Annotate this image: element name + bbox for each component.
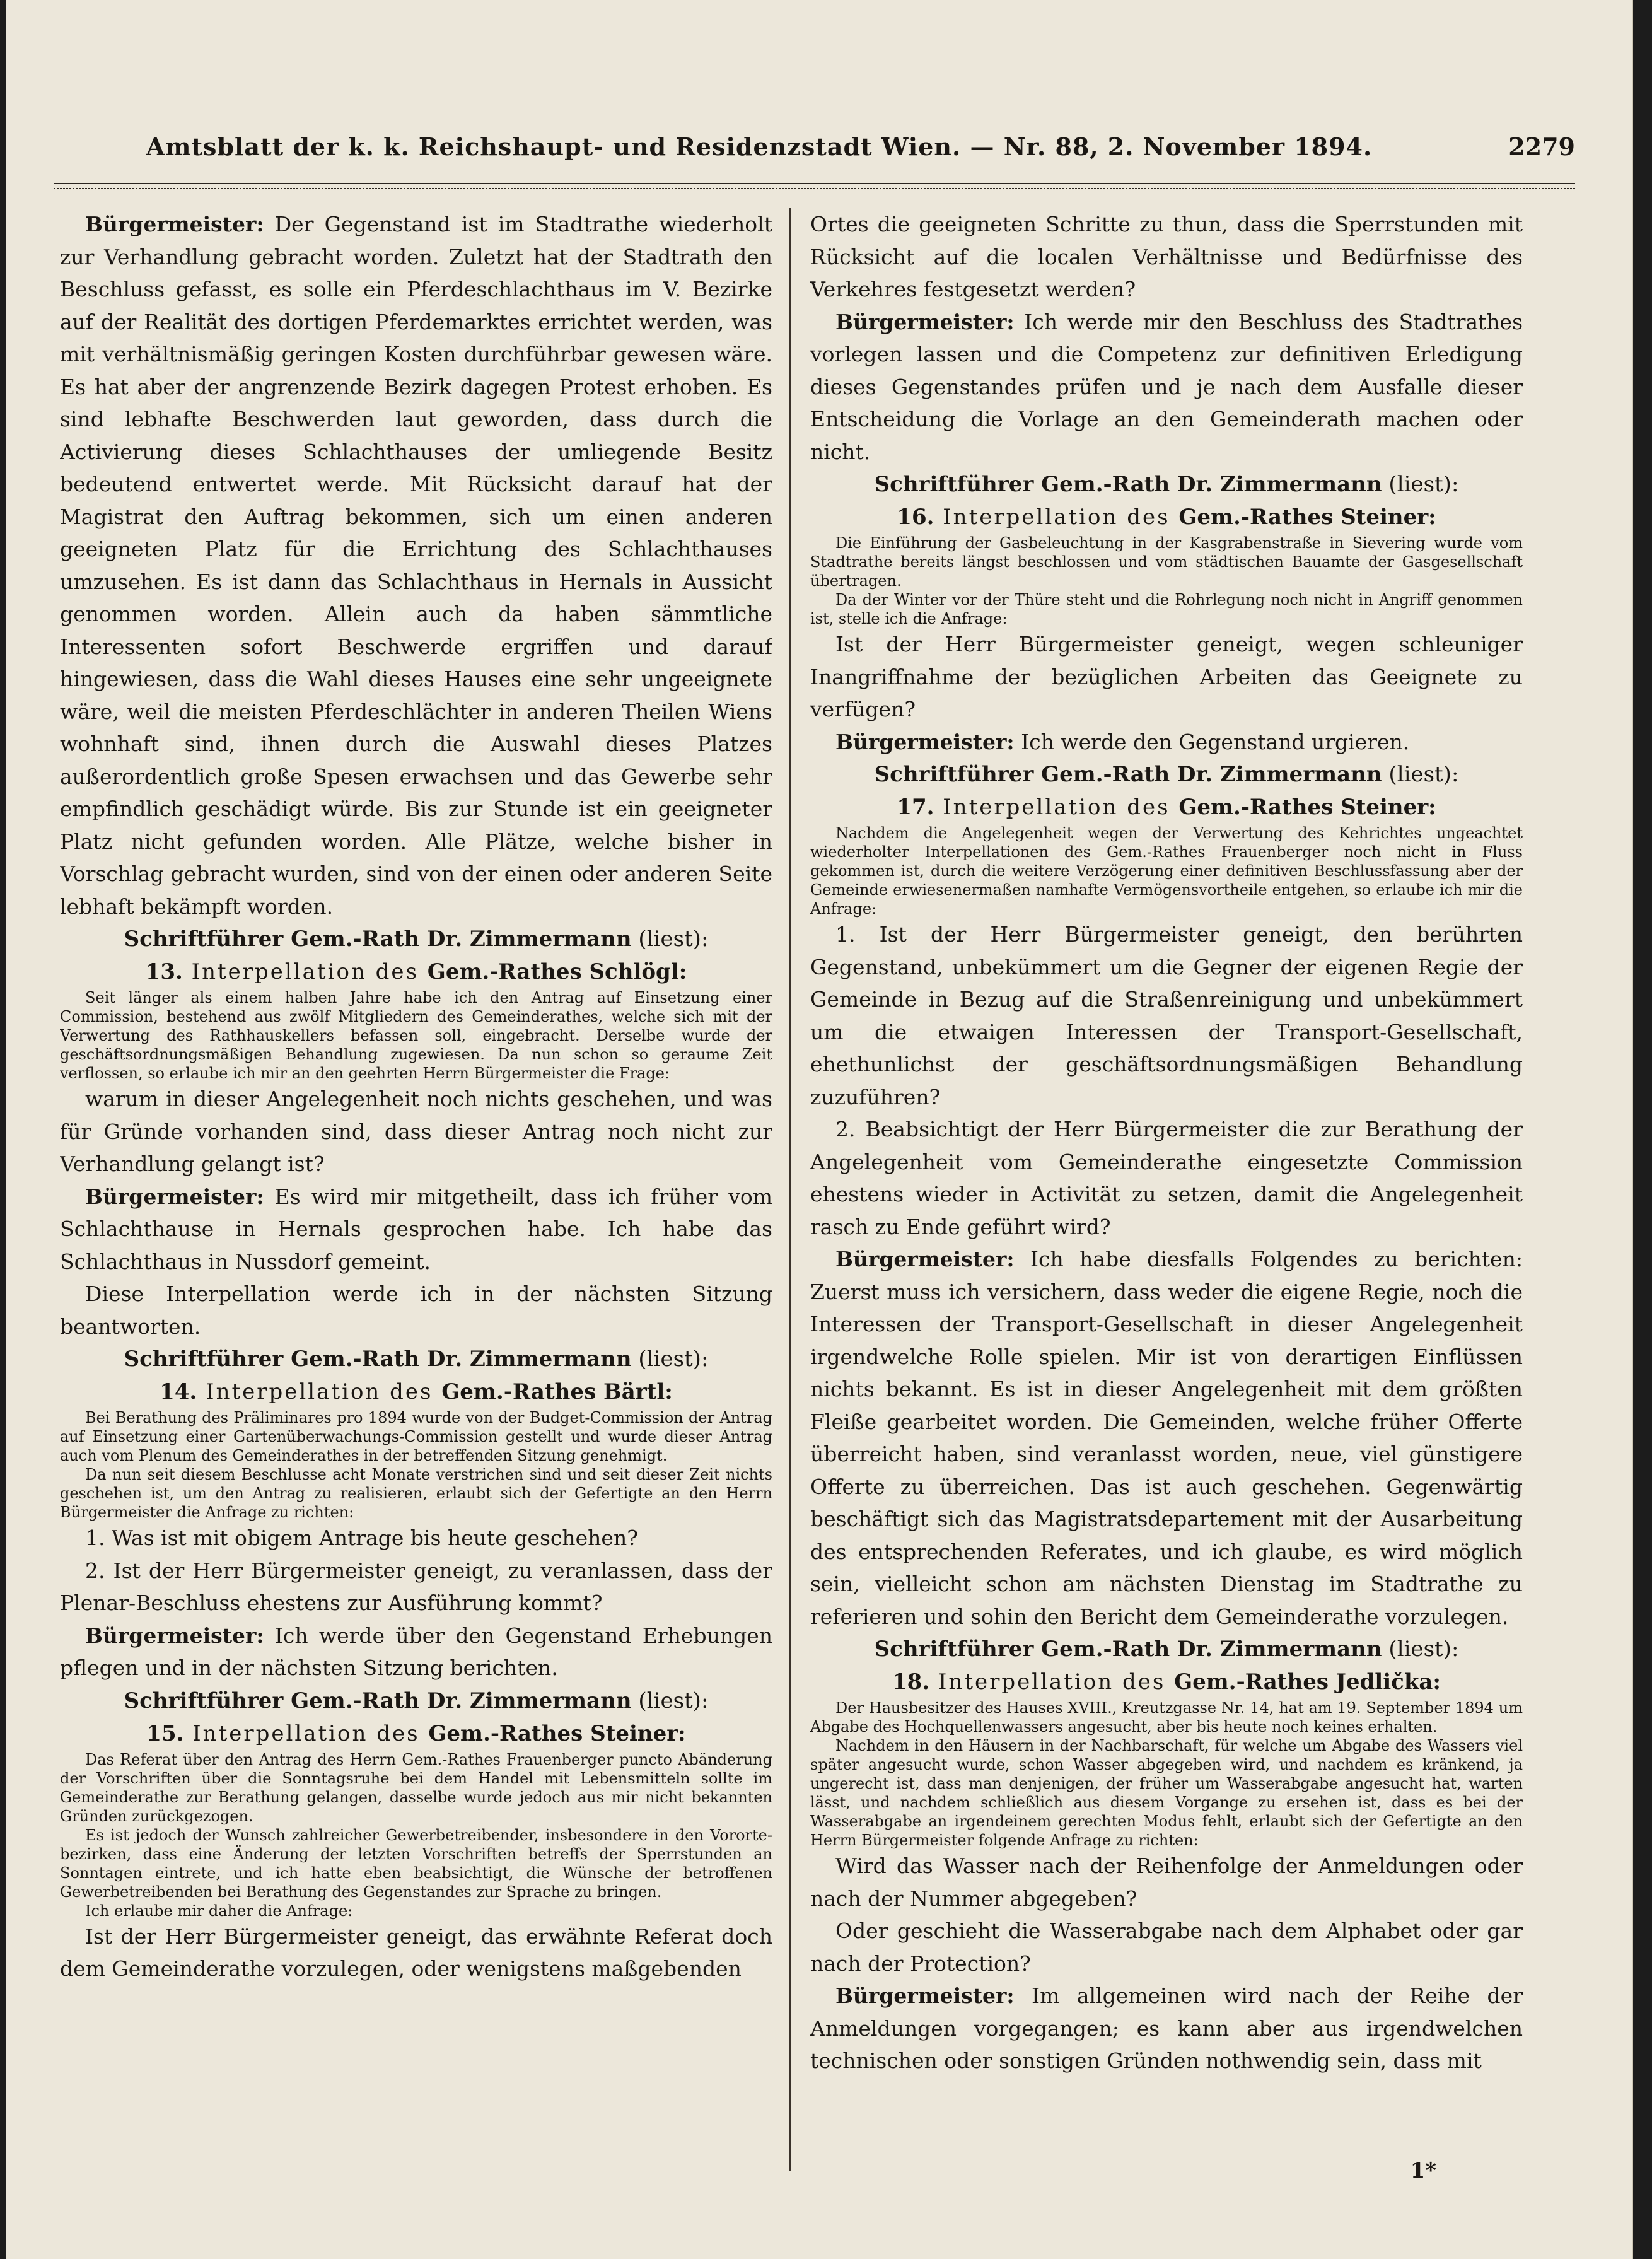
header-rule [54, 183, 1575, 189]
interpellation-text: Es ist jedoch der Wunsch zahlreicher Gewerbetreibender, insbesondere in den Vorortebezirken, dass eine Änderung der letzten Vorschriften betreffs der Sperrstunden an Sonntagen eintrete, und ich hatte eben beabsichtigt, die Wünsche der betroffenen Gewerbetreibenden bei Berathung des Gegenstandes zur Sprache zu bringen. [60, 1826, 772, 1901]
interpellation-name: Gem.-Rathes Jedlička: [1174, 1669, 1441, 1695]
interpellation-text: Seit länger als einem halben Jahre habe ich den Antrag auf Einsetzung einer Commission, bestehend aus zwölf Mitgliedern des Gemeinderathes, welche sich mit der Verwertung des Rathhauskellers befassen soll, eingebracht. Derselbe wurde der geschäftsordnungsmäßigen Behandlung zugewiesen. Da nun schon so geraume Zeit verflossen, so erlaube ich mir an den geehrten Herrn Bürgermeister die Frage: [60, 989, 772, 1082]
header-title: Amtsblatt der k. k. Reichshaupt- und Residenzstadt Wien. — Nr. 88, 2. November 1894. [146, 132, 1373, 161]
body-paragraph: 1. Was ist mit obigem Antrage bis heute geschehen? [85, 1526, 638, 1550]
speech-text: Ich werde über den Gegenstand Erhebungen pflegen und in der nächsten Sitzung berichten. [60, 1623, 772, 1680]
speaker-label: Bürgermeister: [85, 212, 264, 236]
body-paragraph: 2. Beabsichtigt der Herr Bürgermeister die zur Berathung der Angelegenheit vom Gemeinderathe eingesetzte Commission ehestens wieder in Activität zu setzen, damit die Angelegenheit rasch zu Ende geführt wird? [810, 1117, 1523, 1239]
speech-text: Es wird mir mitgetheilt, dass ich früher vom Schlachthause in Hernals gesprochen habe. Ich habe das Schlachthaus in Nussdorf gemeint. [60, 1184, 772, 1274]
speech-text: Der Gegenstand ist im Stadtrathe wiederholt zur Verhandlung gebracht worden. Zuletzt hat der Stadtrath den Beschluss gefasst, es solle ein Pferdeschlachthaus im V. Bezirke auf der Realität des dortigen Pferdemarktes errichtet werden, was mit verhältnismäßig geringen Kosten durchführbar gewesen wäre. Es hat aber der angrenzende Bezirk dagegen Protest erhoben. Es sind lebhafte Beschwerden laut geworden, dass durch die Activierung dieses Schlachthauses der umliegende Besitz bedeutend entwertet werde. Mit Rücksicht darauf hat der Magistrat den Auftrag bekommen, sich um einen anderen geeigneten Platz für die Errichtung des Schlachthauses umzusehen. Es ist dann das Schlachthaus in Hernals in Aussicht genommen worden. Allein auch da haben sämmtliche Interessenten sofort Beschwerde ergriffen und darauf hingewiesen, dass die Wahl dieses Hauses eine sehr ungeeignete wäre, weil die meisten Pferdeschlächter in anderen Theilen Wiens wohnhaft sind, ihnen durch die Auswahl dieses Platzes außerordentlich große Spesen erwachsen und das Gewerbe sehr empfindlich geschädigt würde. Bis zur Stunde ist ein geeigneter Platz nicht gefunden worden. Alle Plätze, welche bisher in Vorschlag gebracht wurden, sind von der einen oder anderen Seite lebhaft bekämpft worden. [60, 212, 772, 919]
signature-mark: 1* [1410, 2158, 1436, 2183]
interpellation-number: 15. [146, 1720, 184, 1746]
reader-note: (liest): [1382, 1637, 1459, 1662]
reader-line [810, 468, 1523, 501]
interpellation-text: Nachdem in den Häusern in der Nachbarschaft, für welche um Abgabe des Wassers viel später angesucht wurde, schon Wasser abgegeben wird, und nachdem es kränkend, ja ungerecht ist, dass man denjenigen, der früher um Wasserabgabe angesucht hat, warten lässt, und nachdem schließlich aus diesem Vorgange zu ersehen ist, dass es bei der Wasserabgabe an irgendeinem gerechten Modus fehlt, erlaubt sich der Gefertigte an den Herrn Bürgermeister folgende Anfrage zu richten: [810, 1737, 1523, 1849]
speech-paragraph [810, 1243, 1523, 1633]
interpellation-name: Gem.-Rathes Bärtl: [441, 1379, 673, 1404]
interpellation-name: Gem.-Rathes Steiner: [428, 1720, 686, 1746]
speech-paragraph [60, 1620, 772, 1684]
speech-paragraph [60, 208, 772, 923]
left-column [60, 208, 772, 2190]
interpellation-text: Bei Berathung des Präliminares pro 1894 wurde von der Budget-Commission der Antrag auf Einsetzung einer Gartenüberwachungs-Commission gestellt und wurde dieser Antrag auch vom Plenum des Gemeinderathes in der betreffenden Sitzung genehmigt. [60, 1409, 772, 1464]
reader-note: (liest): [1382, 472, 1459, 497]
reader-name: Schriftführer Gem.-Rath Dr. Zimmermann [874, 762, 1382, 787]
body-paragraph: Diese Interpellation werde ich in der nächsten Sitzung beantworten. [60, 1281, 772, 1339]
interpellation-text: Da der Winter vor der Thüre steht und die Rohrlegung noch nicht in Angriff genommen ist, stelle ich die Anfrage: [810, 591, 1523, 628]
page-number: 2279 [1508, 132, 1575, 161]
interpellation-word: Interpellation des [191, 959, 428, 984]
reader-line [810, 1633, 1523, 1666]
speech-paragraph [810, 306, 1523, 469]
interpellation-name: Gem.-Rathes Steiner: [1178, 505, 1436, 530]
body-paragraph: 1. Ist der Herr Bürgermeister geneigt, den berührten Gegenstand, unbekümmert um die Gegner der eigenen Regie der Gemeinde in Bezug auf die Straßenreinigung und unbekümmert um die etwaigen Interessen der Transport-Gesellschaft, ehethunlichst der geschäftsordnungsmäßigen Behandlung zuzuführen? [810, 922, 1523, 1109]
speech-text: Im allgemeinen wird nach der Reihe der Anmeldungen vorgegangen; es kann aber aus irgendwelchen technischen oder sonstigen Gründen nothwendig sein, dass mit [810, 1983, 1523, 2073]
speech-text: Ich habe diesfalls Folgendes zu berichten: Zuerst muss ich versichern, dass weder die eigene Regie, noch die Interessen der Transport-Gesellschaft in dieser Angelegenheit irgendwelche Rolle spielen. Mir ist von derartigen Einflüssen nichts bekannt. Es ist in dieser Angelegenheit mit dem größten Fleiße gearbeitet worden. Die Gemeinden, welche früher Offerte überreicht haben, sind veranlasst worden, neue, viel günstigere Offerte zu überreichen. Das ist auch geschehen. Gegenwärtig beschäftigt sich das Magistratsdepartement mit der Ausarbeitung des entsprechenden Referates, und ich glaube, es wird möglich sein, vielleicht schon am nächsten Dienstag im Stadtrathe zu referieren und sohin den Bericht dem Gemeinderathe vorzulegen. [810, 1247, 1523, 1629]
interpellation-text: Da nun seit diesem Beschlusse acht Monate verstrichen sind und seit dieser Zeit nichts geschehen ist, um den Antrag zu realisieren, erlaubt sich der Gefertigte an den Herrn Bürgermeister die Anfrage zu richten: [60, 1466, 772, 1521]
interpellation-heading [60, 1375, 772, 1408]
speaker-label: Bürgermeister: [835, 309, 1015, 334]
interpellation-word: Interpellation des [938, 1669, 1175, 1695]
newspaper-page [6, 0, 1633, 2259]
body-paragraph: Ist der Herr Bürgermeister geneigt, wegen schleuniger Inangriffnahme der bezüglichen Arbeiten das Geeignete zu verfügen? [810, 632, 1523, 721]
interpellation-number: 13. [145, 959, 183, 984]
speaker-label: Bürgermeister: [835, 1247, 1015, 1271]
reader-note: (liest): [631, 1688, 709, 1713]
reader-note: (liest): [631, 1346, 709, 1372]
speech-text: Ich werde mir den Beschluss des Stadtrathes vorlegen lassen und die Competenz zur definitiven Erledigung dieses Gegenstandes prüfen und je nach dem Ausfalle dieser Entscheidung die Vorlage an den Gemeinderath machen oder nicht. [810, 309, 1523, 464]
reader-line [810, 758, 1523, 791]
interpellation-name: Gem.-Rathes Schlögl: [427, 959, 687, 984]
interpellation-word: Interpellation des [943, 795, 1179, 820]
body-paragraph: Oder geschieht die Wasserabgabe nach dem Alphabet oder gar nach der Protection? [810, 1918, 1523, 1976]
reader-note: (liest): [631, 926, 709, 952]
interpellation-text: Die Einführung der Gasbeleuchtung in der Kasgrabenstraße in Sievering wurde vom Stadtrathe bereits längst beschlossen und vom städtischen Bauamte der Gasgesellschaft übertragen. [810, 534, 1523, 590]
speaker-label: Bürgermeister: [85, 1184, 264, 1209]
reader-name: Schriftführer Gem.-Rath Dr. Zimmermann [124, 1688, 632, 1713]
speech-paragraph [60, 1181, 772, 1278]
interpellation-heading [810, 791, 1523, 824]
interpellation-heading [60, 955, 772, 988]
reader-name: Schriftführer Gem.-Rath Dr. Zimmermann [124, 1346, 632, 1372]
speech-paragraph [810, 726, 1523, 759]
reader-line [60, 923, 772, 955]
reader-line [60, 1684, 772, 1717]
page-header [57, 132, 1575, 170]
interpellation-text: Der Hausbesitzer des Hauses XVIII., Kreutzgasse Nr. 14, hat am 19. September 1894 um Abgabe des Hochquellenwassers angesucht, aber bis heute noch keines erhalten. [810, 1699, 1523, 1736]
interpellation-word: Interpellation des [192, 1720, 429, 1746]
right-column [810, 208, 1523, 2190]
interpellation-number: 17. [897, 795, 934, 820]
reader-name: Schriftführer Gem.-Rath Dr. Zimmermann [124, 926, 632, 952]
interpellation-text: Das Referat über den Antrag des Herrn Gem.-Rathes Frauenberger puncto Abänderung der Vorschriften über die Sonntagsruhe bei dem Handel mit Lebensmitteln sollte im Gemeinderathe zur Berathung gelangen, dasselbe wurde jedoch aus mir nicht bekannten Gründen zurückgezogen. [60, 1750, 772, 1825]
interpellation-name: Gem.-Rathes Steiner: [1178, 795, 1436, 820]
body-paragraph: 2. Ist der Herr Bürgermeister geneigt, zu veranlassen, dass der Plenar-Beschluss ehestens zur Ausführung kommt? [60, 1558, 772, 1615]
speech-text: Ich werde den Gegenstand urgieren. [1021, 729, 1410, 754]
interpellation-number: 16. [897, 505, 934, 530]
interpellation-word: Interpellation des [943, 505, 1179, 530]
speaker-label: Bürgermeister: [85, 1623, 264, 1648]
body-paragraph: Ist der Herr Bürgermeister geneigt, das erwähnte Referat doch dem Gemeinderathe vorzulegen, oder wenigstens maßgebenden [60, 1923, 772, 1981]
reader-name: Schriftführer Gem.-Rath Dr. Zimmermann [874, 1637, 1382, 1662]
interpellation-heading [810, 501, 1523, 534]
interpellation-word: Interpellation des [206, 1379, 442, 1404]
reader-name: Schriftführer Gem.-Rath Dr. Zimmermann [874, 472, 1382, 497]
interpellation-heading [810, 1666, 1523, 1698]
reader-note: (liest): [1382, 762, 1459, 787]
interpellation-text: Ich erlaube mir daher die Anfrage: [85, 1901, 353, 1920]
interpellation-number: 18. [892, 1669, 930, 1695]
interpellation-heading [60, 1717, 772, 1750]
interpellation-text: Nachdem die Angelegenheit wegen der Verwertung des Kehrichtes ungeachtet wiederholter Interpellationen des Gem.-Rathes Frauenberger noch nicht in Fluss gekommen ist, durch die weitere Verzögerung einer definitiven Beschlussfassung aber der Gemeinde erwiesenermaßen namhafte Vermögensvortheile entgehen, so erlaube ich mir die Anfrage: [810, 824, 1523, 918]
interpellation-number: 14. [160, 1379, 197, 1404]
speaker-label: Bürgermeister: [835, 1983, 1015, 2008]
speaker-label: Bürgermeister: [835, 729, 1015, 754]
body-paragraph: Wird das Wasser nach der Reihenfolge der Anmeldungen oder nach der Nummer abgegeben? [810, 1853, 1523, 1911]
body-paragraph: Ortes die geeigneten Schritte zu thun, dass die Sperrstunden mit Rücksicht auf die localen Verhältnisse und Bedürfnisse des Verkehres festgesetzt werden? [810, 212, 1523, 301]
body-paragraph: warum in dieser Angelegenheit noch nichts geschehen, und was für Gründe vorhanden sind, dass dieser Antrag noch nicht zur Verhandlung gelangt ist? [60, 1087, 772, 1176]
column-divider [789, 208, 791, 2171]
speech-paragraph [810, 1980, 1523, 2077]
reader-line [60, 1343, 772, 1375]
